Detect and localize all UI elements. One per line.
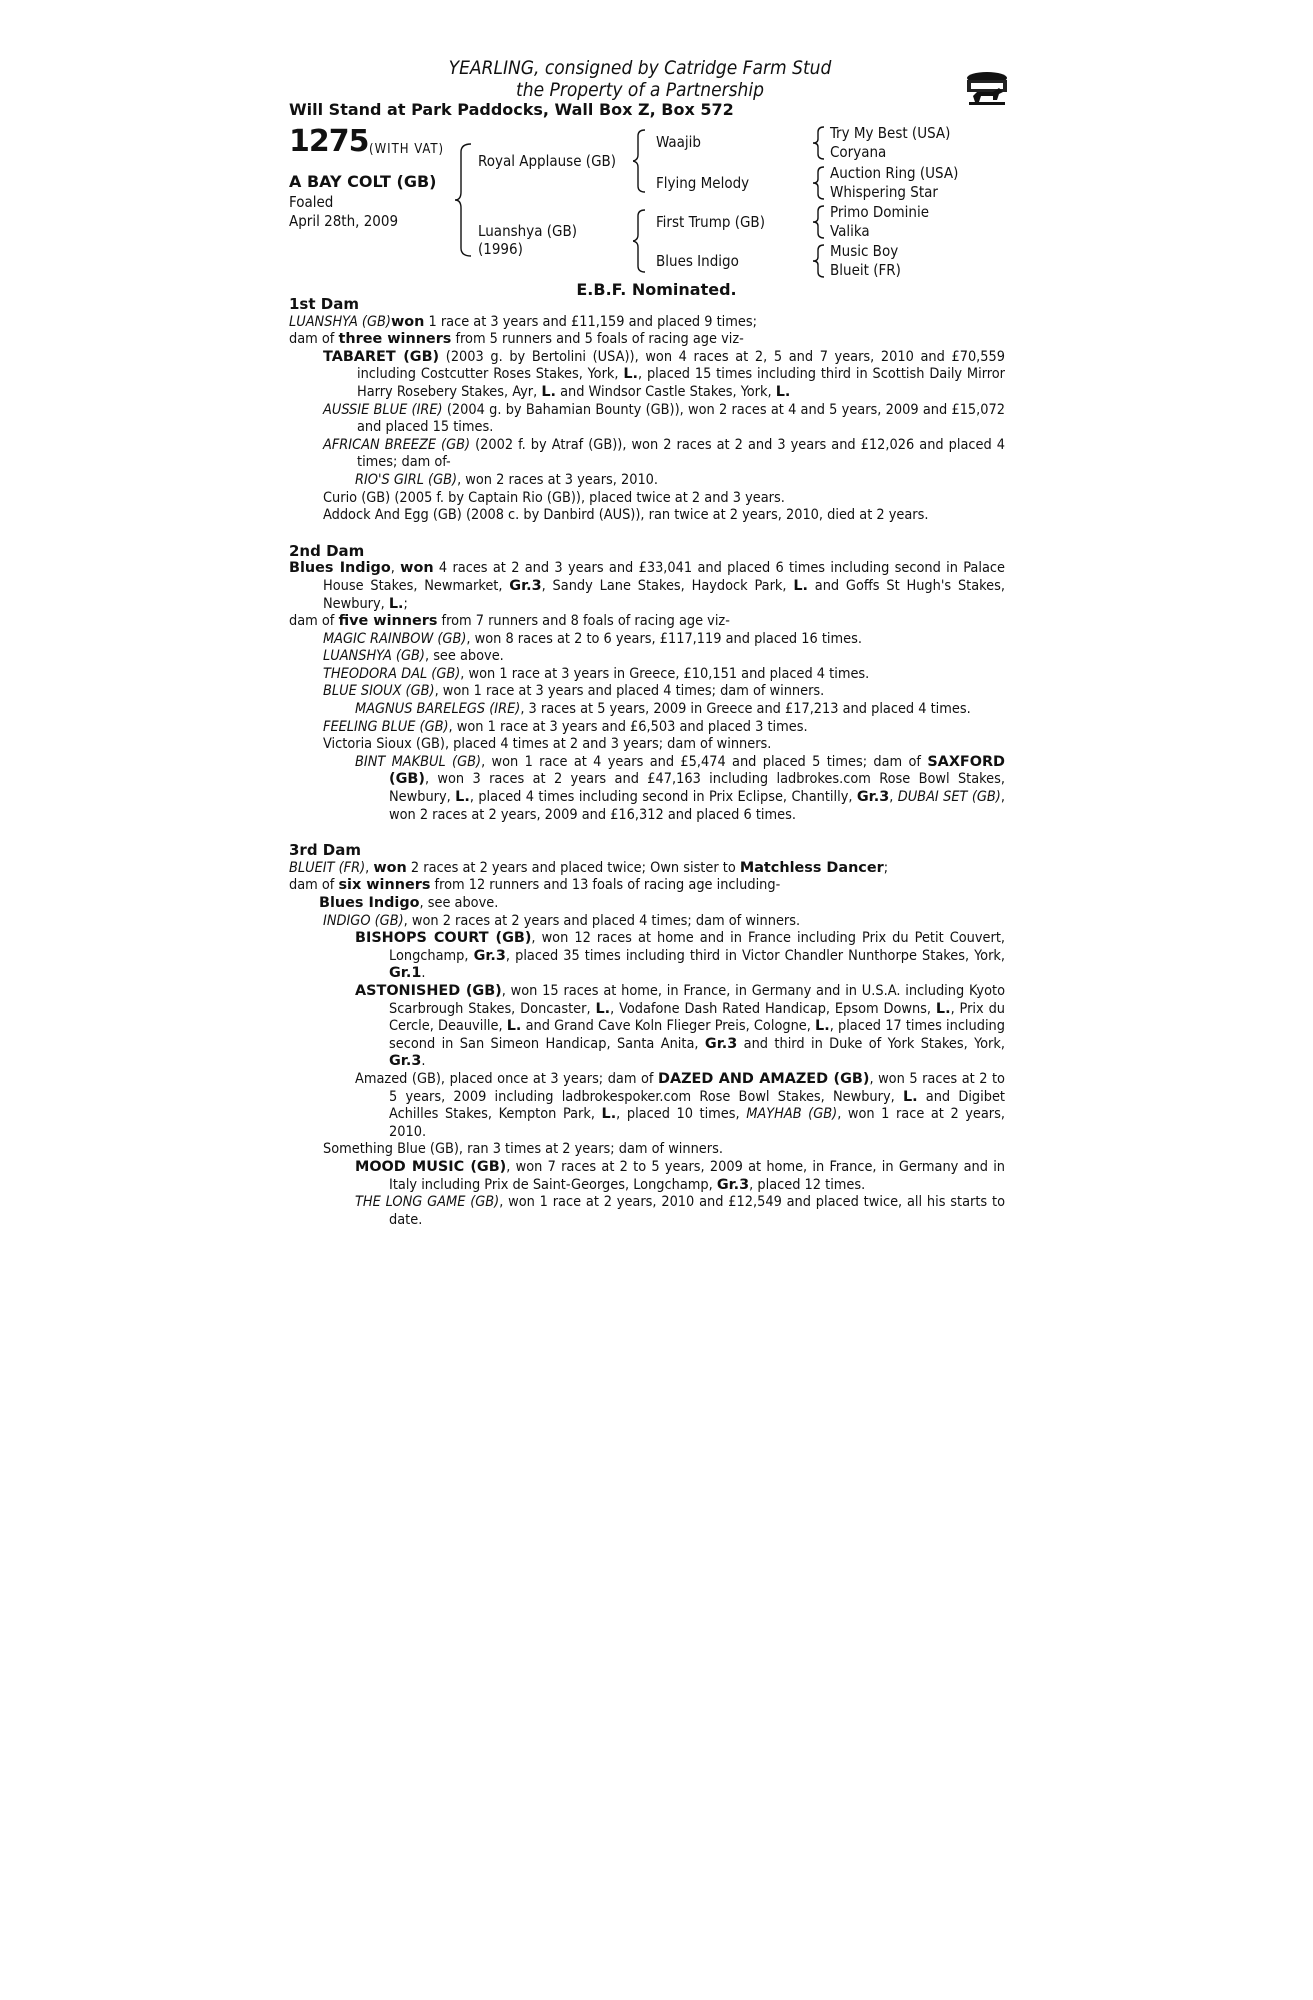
listed-mark: L. bbox=[793, 577, 808, 594]
record-text: Amazed (GB), placed once at 3 years; dam of bbox=[355, 1070, 658, 1087]
record-text: , won 2 races at 3 years, 2010. bbox=[457, 471, 659, 488]
progeny-blues-indigo bbox=[289, 895, 1005, 913]
vat-note: (WITH VAT) bbox=[369, 142, 445, 157]
progeny-indigo bbox=[289, 913, 1005, 931]
listed-mark: L. bbox=[902, 1088, 918, 1105]
foaled-date: April 28th, 2009 bbox=[289, 212, 399, 230]
horse-name: BLUEIT (FR) bbox=[289, 859, 366, 876]
record-text: and third in Duke of York Stakes, York, bbox=[737, 1035, 1005, 1052]
record-text: , bbox=[365, 859, 374, 876]
record-text: , won 15 races at home, in France, in Germany and in U.S.A. including Kyoto Scarbrough Stakes, Doncaster, bbox=[389, 982, 1006, 1017]
won-label: won bbox=[390, 313, 425, 330]
record-text: from 12 runners and 13 foals of racing age including- bbox=[430, 877, 781, 894]
pedigree-ggs-2: Coryana bbox=[830, 143, 887, 161]
listed-mark: L. bbox=[775, 383, 791, 400]
record-text: . bbox=[421, 1053, 426, 1070]
horse-name: LUANSHYA (GB) bbox=[289, 313, 391, 330]
record-text: , placed 15 times including third in Scottish Daily Mirror Harry Rosebery Stakes, Ayr, bbox=[357, 366, 1005, 400]
record-text: , won 8 races at 2 to 6 years, £117,119 and placed 16 times. bbox=[466, 630, 862, 647]
horse-name: Blues Indigo bbox=[319, 895, 420, 911]
pedigree-ggs-8: Blueit (FR) bbox=[830, 261, 901, 279]
progeny-blue-sioux bbox=[289, 683, 1005, 701]
horse-name: BINT MAKBUL (GB) bbox=[355, 753, 482, 770]
record-text: ; bbox=[883, 859, 889, 876]
progeny-magic-rainbow bbox=[289, 631, 1005, 649]
record-text: , bbox=[889, 789, 898, 806]
catalogue-body bbox=[289, 296, 1005, 1229]
horse-name: MAYHAB (GB) bbox=[746, 1106, 838, 1123]
pedigree-ggs-6: Valika bbox=[830, 222, 870, 240]
record-text: , won 1 race at 3 years in Greece, £10,151 and placed 4 times. bbox=[460, 665, 870, 682]
horse-name: MOOD MUSIC (GB) bbox=[355, 1158, 507, 1175]
won-label: won bbox=[400, 560, 434, 577]
stand-location: Will Stand at Park Paddocks, Wall Box Z, Box 572 bbox=[289, 100, 734, 119]
first-dam-record bbox=[289, 314, 1005, 332]
group-mark: Gr.3 bbox=[704, 1035, 738, 1052]
record-text: dam of bbox=[289, 613, 339, 630]
horse-name: BLUE SIOUX (GB) bbox=[323, 683, 435, 700]
record-text: , won 12 races at home and in France including Prix du Petit Couvert, Longchamp, bbox=[389, 930, 1005, 964]
first-dam-heading: 1st Dam bbox=[289, 295, 359, 313]
record-text: (2002 f. by Atraf (GB)), won 2 races at 2 and 3 years and £12,026 and placed 4 times; dam of- bbox=[357, 436, 1005, 471]
third-dam-heading: 3rd Dam bbox=[289, 841, 361, 860]
listed-mark: L. bbox=[815, 1018, 830, 1035]
horse-name: SAXFORD (GB) bbox=[389, 753, 1005, 788]
horse-name: THEODORA DAL (GB) bbox=[323, 665, 461, 682]
second-dam-produce bbox=[289, 613, 1005, 631]
record-text: , Vodafone Dash Rated Handicap, Epsom Downs, bbox=[610, 1000, 936, 1017]
progeny-mood-music bbox=[289, 1159, 1005, 1194]
record-text: , 3 races at 5 years, 2009 in Greece and £17,213 and placed 4 times. bbox=[520, 701, 971, 718]
pedigree-ggs-5: Primo Dominie bbox=[830, 203, 930, 221]
listed-mark: L. bbox=[935, 1000, 951, 1017]
pedigree-ggs-4: Whispering Star bbox=[830, 183, 938, 201]
horse-name: DAZED AND AMAZED (GB) bbox=[658, 1070, 870, 1087]
pedigree-ggs-3: Auction Ring (USA) bbox=[830, 164, 959, 182]
horse-name: THE LONG GAME (GB) bbox=[355, 1194, 500, 1211]
group-mark: Gr.3 bbox=[856, 789, 890, 806]
pedigree-dam-year: (1996) bbox=[478, 240, 523, 258]
second-dam-record bbox=[289, 560, 1005, 613]
progeny-aussie-blue bbox=[289, 402, 1005, 437]
listed-mark: L. bbox=[388, 595, 404, 612]
progeny-curio: Curio (GB) (2005 f. by Captain Rio (GB)), placed twice at 2 and 3 years. bbox=[323, 489, 785, 506]
record-text: , won 2 races at 2 years and placed 4 times; dam of winners. bbox=[403, 912, 801, 929]
group-mark: Gr.3 bbox=[389, 1053, 422, 1070]
record-text: , see above. bbox=[424, 648, 504, 665]
listed-mark: L. bbox=[506, 1018, 522, 1035]
group-mark: Gr.3 bbox=[716, 1176, 750, 1193]
first-dam-produce bbox=[289, 331, 1005, 349]
progeny-theodora-dal bbox=[289, 666, 1005, 684]
record-text: 1 race at 3 years and £11,159 and placed 9 times; bbox=[424, 313, 757, 330]
horse-name: DUBAI SET (GB) bbox=[897, 789, 1001, 806]
progeny-the-long-game bbox=[289, 1194, 1005, 1229]
record-text: and Digibet Achilles Stakes, Kempton Park, bbox=[389, 1088, 1005, 1123]
record-text: , won 1 race at 3 years and placed 4 times; dam of winners. bbox=[434, 683, 825, 700]
pedigree-brace-g1 bbox=[812, 125, 826, 161]
record-text: , won 5 races at 2 to 5 years, 2009 including ladbrokespoker.com Rose Bowl Stakes, Newbury, bbox=[389, 1070, 1005, 1105]
record-text: and Goffs St Hugh's Stakes, Newbury, bbox=[323, 577, 1005, 612]
record-text: , Sandy Lane Stakes, Haydock Park, bbox=[541, 577, 794, 594]
horse-name: ASTONISHED (GB) bbox=[355, 982, 502, 999]
listed-mark: L. bbox=[455, 789, 470, 806]
pedigree-brace-g4 bbox=[812, 243, 826, 279]
record-text: , placed 12 times. bbox=[749, 1176, 866, 1193]
lot-number: 1275 bbox=[289, 124, 369, 159]
progeny-feeling-blue bbox=[289, 719, 1005, 737]
progeny-addock: Addock And Egg (GB) (2008 c. by Danbird (AUS)), ran twice at 2 years, 2010, died at 2 years. bbox=[323, 507, 929, 524]
progeny-amazed bbox=[289, 1071, 1005, 1141]
foaled-label: Foaled bbox=[289, 193, 334, 211]
horse-name: INDIGO (GB) bbox=[323, 912, 404, 929]
horse-name: LUANSHYA (GB) bbox=[323, 648, 425, 665]
record-text: 4 races at 2 and 3 years and £33,041 and placed 6 times including second in Palace House Stakes, Newmarket, bbox=[323, 560, 1005, 594]
winners-count: six winners bbox=[338, 877, 431, 894]
horse-name: TABARET (GB) bbox=[323, 348, 440, 365]
listed-mark: L. bbox=[601, 1106, 617, 1123]
record-text: , placed 35 times including third in Victor Chandler Nunthorpe Stakes, York, bbox=[505, 947, 1005, 964]
progeny-victoria-sioux: Victoria Sioux (GB), placed 4 times at 2 and 3 years; dam of winners. bbox=[323, 736, 772, 753]
progeny-magnus-barelegs bbox=[289, 701, 1005, 719]
record-text: 2 races at 2 years and placed twice; Own sister to bbox=[406, 859, 740, 876]
won-label: won bbox=[373, 859, 407, 876]
record-text: , won 1 race at 3 years and £6,503 and placed 3 times. bbox=[448, 718, 808, 735]
pedigree-dam-dam: Blues Indigo bbox=[656, 252, 739, 270]
pedigree-dam: Luanshya (GB) bbox=[478, 222, 578, 240]
record-text: from 7 runners and 8 foals of racing age viz- bbox=[437, 613, 730, 630]
property-line: the Property of a Partnership bbox=[516, 79, 764, 101]
horse-name: MAGNUS BARELEGS (IRE) bbox=[355, 701, 521, 718]
horse-name: MAGIC RAINBOW (GB) bbox=[323, 630, 467, 647]
record-text: , won 1 race at 4 years and £5,474 and placed 5 times; dam of bbox=[481, 753, 928, 770]
record-text: , won 3 races at 2 years and £47,163 including ladbrokes.com Rose Bowl Stakes, Newbury, bbox=[389, 771, 1005, 806]
record-text: , Prix du Cercle, Deauville, bbox=[389, 1000, 1006, 1035]
record-text: dam of bbox=[289, 877, 339, 894]
pedigree-sire: Royal Applause (GB) bbox=[478, 152, 617, 170]
record-text: from 5 runners and 5 foals of racing age viz- bbox=[451, 331, 744, 348]
horse-name: FEELING BLUE (GB) bbox=[323, 718, 449, 735]
listed-mark: L. bbox=[541, 383, 556, 400]
pedigree-brace-g2 bbox=[812, 165, 826, 201]
record-text: , won 1 race at 2 years, 2010. bbox=[389, 1106, 1005, 1140]
horse-name: Blues Indigo bbox=[289, 560, 391, 577]
pedigree-brace-g3 bbox=[812, 204, 826, 240]
pedigree-brace-dam bbox=[633, 208, 649, 274]
record-text: . bbox=[421, 965, 426, 982]
record-text: , won 1 race at 2 years, 2010 and £12,549 and placed twice, all his starts to date. bbox=[389, 1194, 1005, 1228]
consignor-line: YEARLING, consigned by Catridge Farm Stud bbox=[448, 57, 832, 79]
horse-name: BISHOPS COURT (GB) bbox=[355, 930, 532, 947]
winners-count: three winners bbox=[338, 331, 452, 348]
third-dam-produce bbox=[289, 877, 1005, 895]
progeny-luanshya bbox=[289, 648, 1005, 666]
third-dam-record bbox=[289, 860, 1005, 878]
pedigree-ggs-7: Music Boy bbox=[830, 242, 899, 260]
record-text: (2003 g. by Bertolini (USA)), won 4 races at 2, 5 and 7 years, 2010 and £70,559 including Costcutter Roses Stakes, York, bbox=[357, 348, 1005, 383]
record-text: , see above. bbox=[419, 895, 499, 911]
record-text: dam of bbox=[289, 331, 339, 348]
progeny-bishops-court bbox=[289, 930, 1005, 983]
winners-count: five winners bbox=[338, 613, 438, 630]
progeny-bint-makbul bbox=[289, 754, 1005, 824]
progeny-something-blue: Something Blue (GB), ran 3 times at 2 years; dam of winners. bbox=[323, 1141, 723, 1158]
horse-name: AFRICAN BREEZE (GB) bbox=[323, 436, 471, 453]
listed-mark: L. bbox=[623, 366, 638, 383]
record-text: , bbox=[390, 560, 401, 577]
listed-mark: L. bbox=[595, 1000, 611, 1017]
pedigree-sire-dam: Flying Melody bbox=[656, 174, 750, 192]
progeny-african-breeze bbox=[289, 437, 1005, 472]
progeny-rios-girl bbox=[289, 472, 1005, 490]
horse-name: RIO'S GIRL (GB) bbox=[355, 471, 458, 488]
horse-name: Matchless Dancer bbox=[739, 859, 884, 876]
record-text: and Windsor Castle Stakes, York, bbox=[555, 383, 776, 400]
pedigree-sire-sire: Waajib bbox=[656, 133, 701, 151]
pedigree-ggs-1: Try My Best (USA) bbox=[830, 124, 951, 142]
record-text: , won 7 races at 2 to 5 years, 2009 at home, in France, in Germany and in Italy including Prix de Saint-Georges, Longchamp, bbox=[389, 1158, 1005, 1193]
horse-name: AUSSIE BLUE (IRE) bbox=[323, 401, 443, 418]
group-mark: Gr.3 bbox=[473, 947, 506, 964]
record-text: , placed 10 times, bbox=[616, 1106, 747, 1123]
record-text: , placed 4 times including second in Prix Eclipse, Chantilly, bbox=[469, 789, 857, 806]
consignor-logo-icon bbox=[963, 66, 1011, 108]
progeny-astonished bbox=[289, 983, 1005, 1071]
group-mark: Gr.3 bbox=[509, 577, 542, 594]
group-mark: Gr.1 bbox=[389, 965, 422, 982]
foaled-info bbox=[289, 193, 398, 231]
pedigree-brace-main bbox=[455, 140, 475, 260]
ebf-nominated: E.B.F. Nominated. bbox=[576, 280, 737, 299]
pedigree-brace-sire bbox=[633, 128, 649, 194]
lot-title: A BAY COLT (GB) bbox=[289, 172, 437, 191]
second-dam-heading: 2nd Dam bbox=[289, 541, 365, 560]
pedigree-dam-sire: First Trump (GB) bbox=[656, 213, 765, 231]
record-text: , placed 17 times including second in San Simeon Handicap, Santa Anita, bbox=[389, 1018, 1005, 1052]
record-text: (2004 g. by Bahamian Bounty (GB)), won 2 races at 4 and 5 years, 2009 and £15,072 and placed 15 times. bbox=[357, 401, 1005, 436]
record-text: and Grand Cave Koln Flieger Preis, Cologne, bbox=[521, 1018, 816, 1035]
record-text: ; bbox=[403, 595, 408, 612]
record-text: , won 2 races at 2 years, 2009 and £16,312 and placed 6 times. bbox=[389, 789, 1005, 823]
progeny-tabaret bbox=[289, 349, 1005, 402]
